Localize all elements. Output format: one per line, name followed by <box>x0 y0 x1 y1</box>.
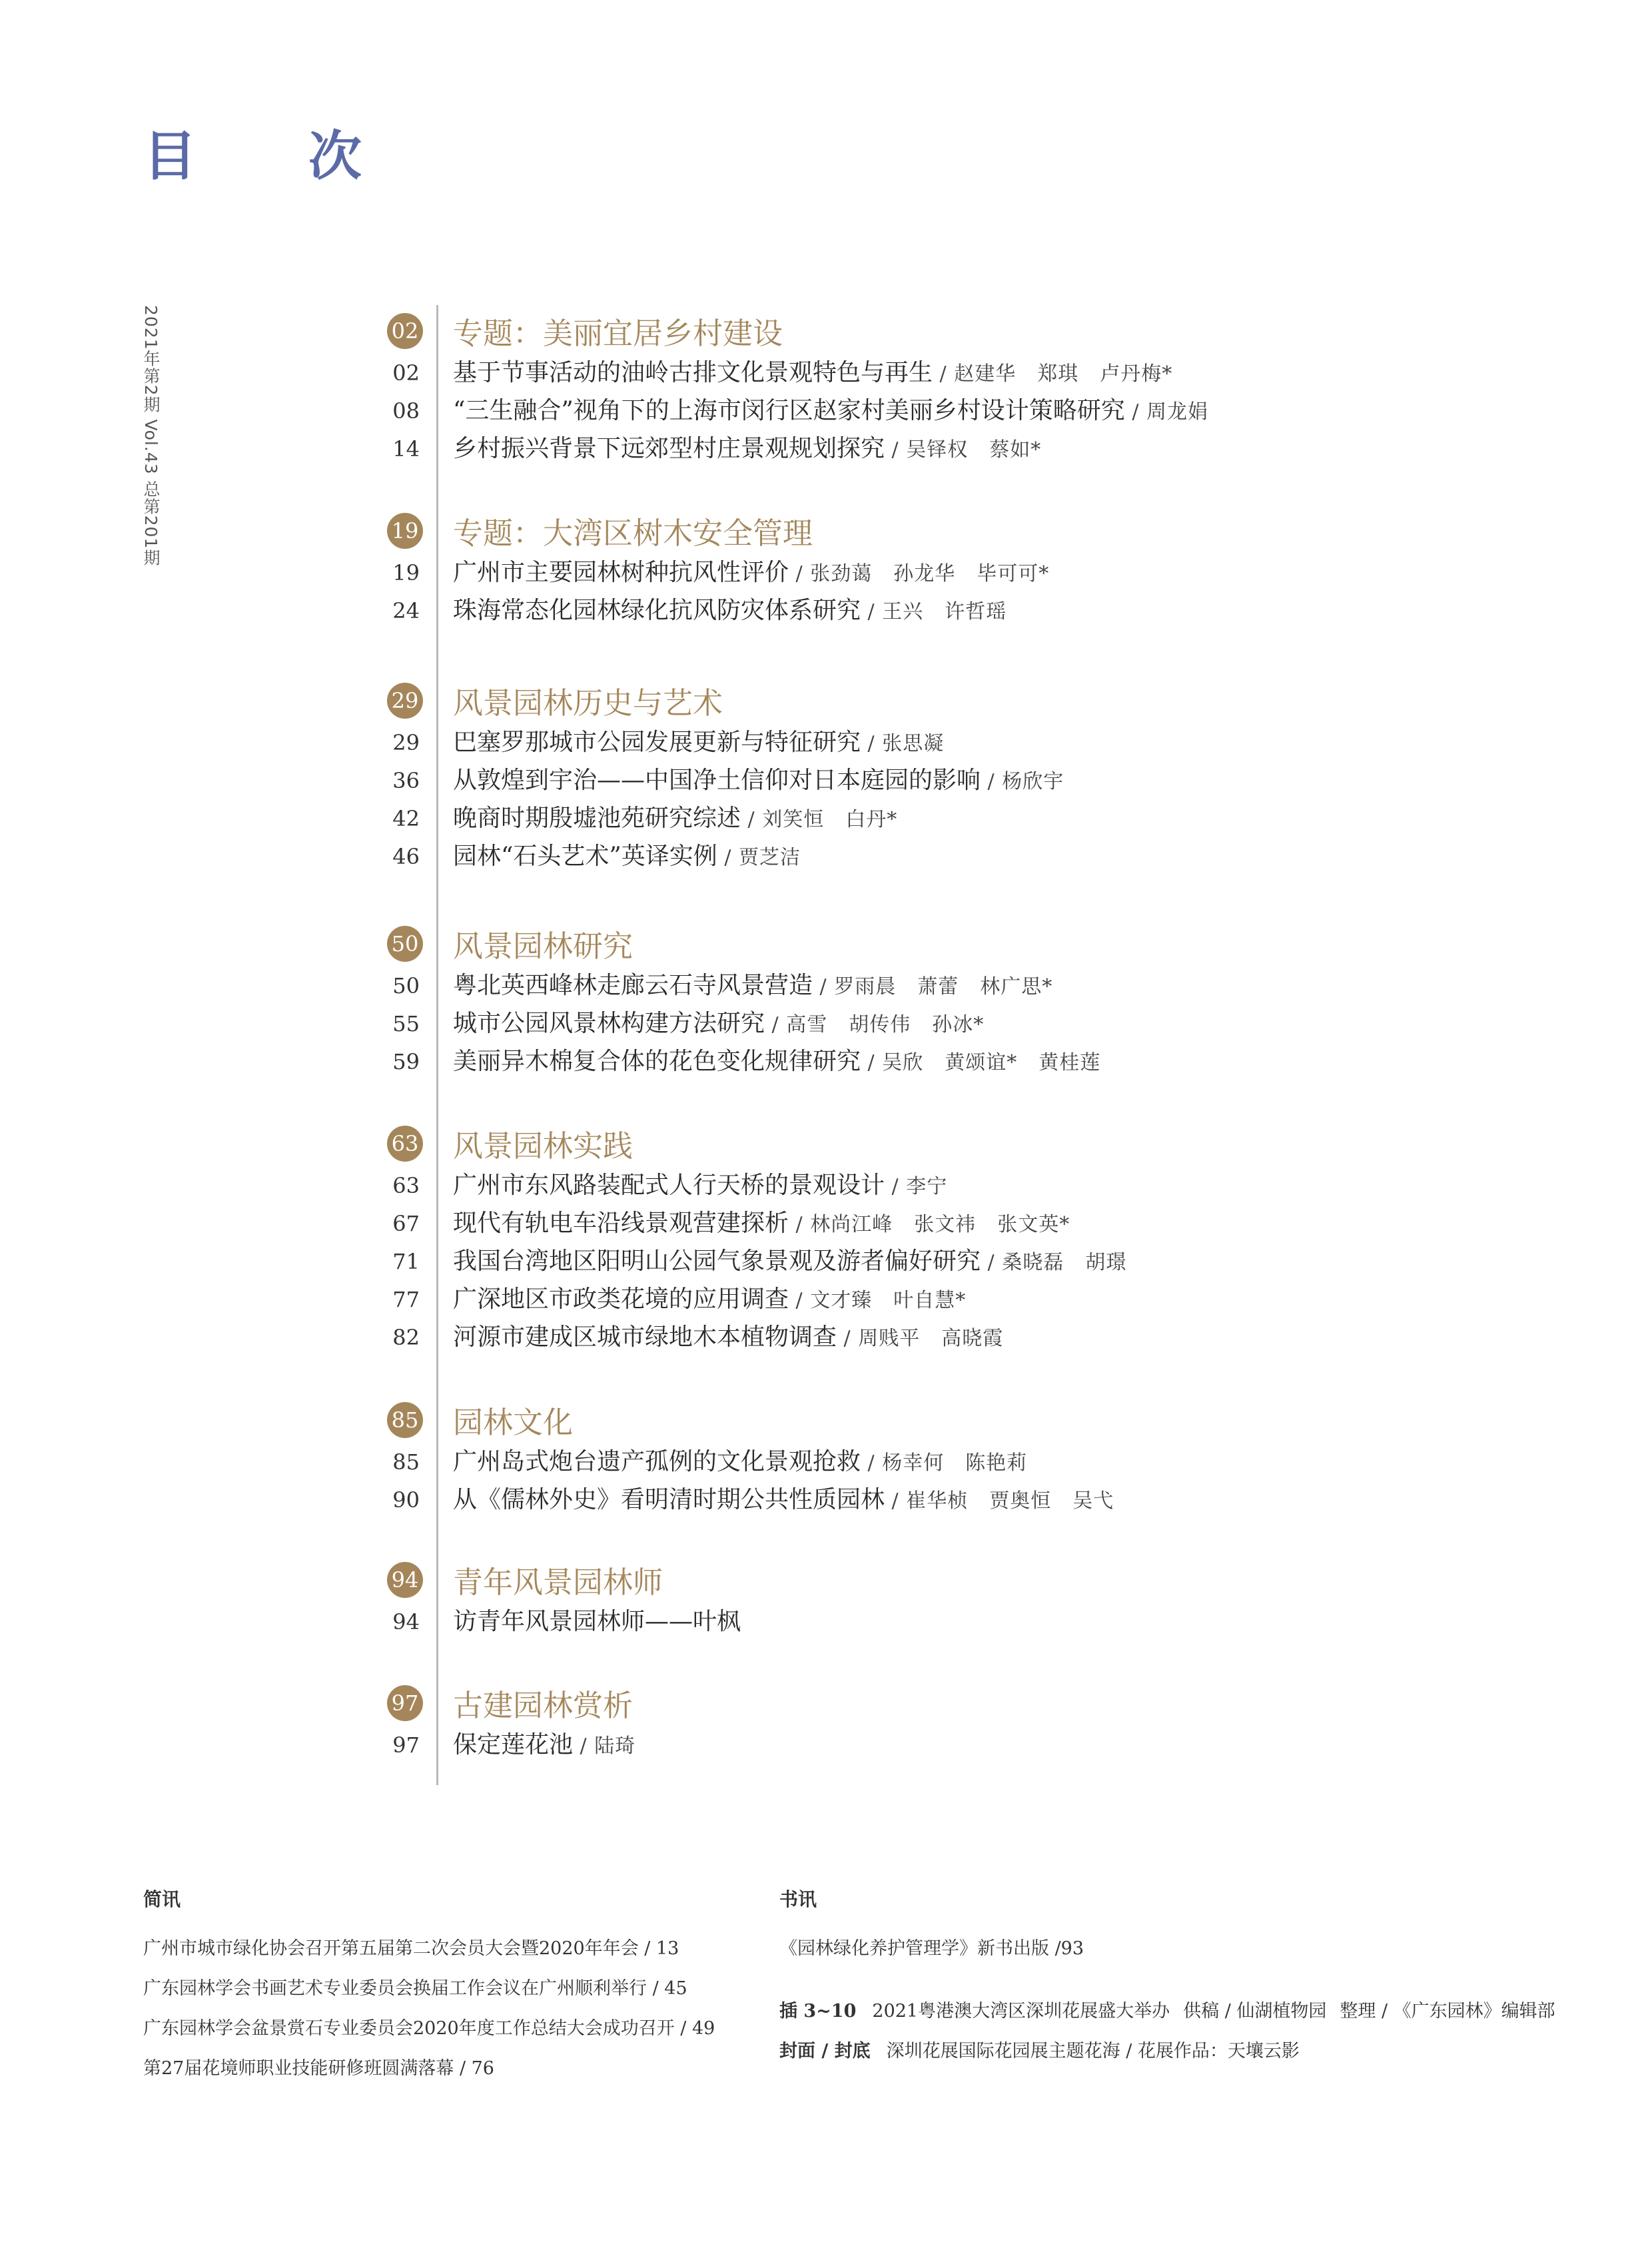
author-name: 胡璟 <box>1085 1251 1127 1274</box>
entry-title[interactable]: 美丽异木棉复合体的花色变化规律研究 <box>453 1048 861 1075</box>
entry-title[interactable]: 广州岛式炮台遗产孤例的文化景观抢救 <box>453 1448 861 1475</box>
entry-title[interactable]: 我国台湾地区阳明山公园气象景观及游者偏好研究 <box>453 1248 981 1275</box>
news-item[interactable]: 第27届花境师职业技能研修班圆满落幕 / 76 <box>143 2058 494 2079</box>
author-separator: / <box>789 1213 811 1236</box>
section-title[interactable]: 古建园林赏析 <box>453 1688 633 1723</box>
page-title: 目 次 <box>143 125 408 187</box>
section-page-badge[interactable]: 50 <box>387 926 423 962</box>
author-separator: / <box>861 600 883 623</box>
entry-page-number: 59 <box>392 1049 420 1074</box>
news-item[interactable]: 广东园林学会书画艺术专业委员会换届工作会议在广州顺利举行 / 45 <box>143 1978 687 1999</box>
author-name: 张劲蔼 <box>810 562 873 585</box>
entry-title[interactable]: 巴塞罗那城市公园发展更新与特征研究 <box>453 729 861 756</box>
author-name: 许哲瑶 <box>945 600 1007 623</box>
author-separator: / <box>837 1327 859 1350</box>
books-list <box>779 1929 1569 1969</box>
entry-authors <box>810 562 1049 585</box>
author-separator: / <box>981 1251 1003 1274</box>
author-separator: / <box>717 846 739 869</box>
author-name: 卢丹梅* <box>1100 362 1173 386</box>
entry-title[interactable]: 基于节事活动的油岭古排文化景观特色与再生 <box>453 359 933 386</box>
author-name: 陈艳莉 <box>965 1451 1028 1475</box>
entry-title[interactable]: 现代有轨电车沿线景观营建探析 <box>453 1210 789 1237</box>
entry-authors <box>906 1489 1114 1513</box>
section-title[interactable]: 风景园林历史与艺术 <box>453 685 723 721</box>
author-separator: / <box>741 808 763 831</box>
entry-title[interactable]: 城市公园风景林构建方法研究 <box>453 1010 765 1037</box>
author-name: 杨幸何 <box>882 1451 945 1475</box>
author-name: 张文祎 <box>914 1213 977 1236</box>
author-separator: / <box>885 438 907 462</box>
author-name: 孙龙华 <box>893 562 956 585</box>
author-name: 文才臻 <box>810 1289 873 1312</box>
author-name: 吴欣 <box>882 1051 924 1074</box>
author-name: 张文英* <box>997 1213 1070 1236</box>
author-name: 张思凝 <box>882 732 945 755</box>
news-item[interactable]: 广东园林学会盆景赏石专业委员会2020年度工作总结大会成功召开 / 49 <box>143 2018 715 2039</box>
entry-title[interactable]: 园林“石头艺术”英译实例 <box>453 843 717 870</box>
author-separator: / <box>1124 400 1146 424</box>
entry-page-number: 90 <box>392 1487 420 1513</box>
section-title[interactable]: 风景园林研究 <box>453 929 633 964</box>
entry-title[interactable]: 广州市东风路装配式人行天桥的景观设计 <box>453 1172 885 1199</box>
entry-title[interactable]: “三生融合”视角下的上海市闵行区赵家村美丽乡村设计策略研究 <box>453 397 1125 424</box>
entry-title[interactable]: 广深地区市政类花境的应用调查 <box>453 1286 789 1313</box>
books-heading: 书讯 <box>779 1888 817 1910</box>
author-separator: / <box>765 1013 787 1036</box>
author-name: 罗雨晨 <box>834 975 897 998</box>
entry-page-number: 14 <box>392 436 420 462</box>
entry-page-number: 82 <box>392 1325 420 1350</box>
entry-title[interactable]: 保定莲花池 <box>453 1731 574 1758</box>
author-name: 陆琦 <box>594 1734 636 1758</box>
entry-authors <box>954 362 1172 386</box>
section-title[interactable]: 专题：大湾区树木安全管理 <box>453 516 813 551</box>
author-separator: / <box>573 1734 595 1758</box>
book-news-item[interactable]: 《园林绿化养护管理学》新书出版 /93 <box>779 1938 1084 1959</box>
credit-text: 整理 / 《广东园林》编辑部 <box>1340 2001 1555 2022</box>
section-title[interactable]: 园林文化 <box>453 1405 574 1440</box>
section-page-badge[interactable]: 19 <box>387 513 423 549</box>
entry-title[interactable]: 访青年风景园林师——叶枫 <box>453 1608 741 1635</box>
entry-authors <box>882 600 1007 623</box>
entry-authors <box>762 808 897 831</box>
entry-authors <box>858 1327 1003 1350</box>
author-name: 贾芝洁 <box>739 846 801 869</box>
author-name: 桑晓磊 <box>1002 1251 1064 1274</box>
author-name: 周贱平 <box>858 1327 921 1350</box>
entry-authors <box>1146 400 1208 424</box>
section-page-badge[interactable]: 85 <box>387 1402 423 1438</box>
news-list <box>143 1929 715 2089</box>
author-name: 高晓霞 <box>941 1327 1004 1350</box>
section-page-badge[interactable]: 02 <box>387 313 423 349</box>
author-name: 杨欣宇 <box>1002 770 1064 793</box>
entry-page-number: 71 <box>392 1249 420 1274</box>
entry-authors <box>739 846 801 869</box>
entry-title[interactable]: 粤北英西峰林走廊云石寺风景营造 <box>453 972 813 999</box>
entry-authors <box>810 1213 1070 1236</box>
credit-label: 插 3~10 <box>779 2001 857 2022</box>
section-page-badge[interactable]: 63 <box>387 1126 423 1162</box>
entry-authors <box>882 1451 1027 1475</box>
section-page-badge[interactable]: 97 <box>387 1685 423 1721</box>
credit-line <box>779 1992 1569 2032</box>
credit-text: 深圳花展国际花园展主题花海 / 花展作品：天壤云影 <box>886 2041 1300 2061</box>
entry-authors <box>882 1051 1100 1074</box>
issue-info: 2021年第2期 Vol.43 总第201期 <box>141 305 161 567</box>
credit-line <box>779 2032 1569 2071</box>
author-separator: / <box>885 1489 907 1513</box>
section-page-badge[interactable]: 94 <box>387 1562 423 1598</box>
credit-label: 封面 / 封底 <box>779 2041 871 2061</box>
author-name: 崔华桢 <box>906 1489 969 1513</box>
entry-authors <box>786 1013 984 1036</box>
entry-page-number: 63 <box>392 1173 420 1198</box>
author-name: 郑琪 <box>1037 362 1079 386</box>
entry-authors <box>810 1289 966 1312</box>
entry-page-number: 55 <box>392 1011 420 1036</box>
author-name: 萧蕾 <box>917 975 959 998</box>
entry-authors <box>906 1175 947 1198</box>
author-name: 李宁 <box>906 1175 948 1198</box>
section-page-badge[interactable]: 29 <box>387 683 423 719</box>
entry-page-number: 08 <box>392 398 420 424</box>
entry-page-number: 36 <box>392 768 420 793</box>
news-item[interactable]: 广州市城市绿化协会召开第五届第二次会员大会暨2020年年会 / 13 <box>143 1938 679 1959</box>
toc-divider <box>436 305 438 1785</box>
entry-page-number: 42 <box>392 806 420 831</box>
entry-page-number: 97 <box>392 1732 420 1758</box>
entry-authors <box>834 975 1052 998</box>
author-name: 周龙娟 <box>1146 400 1208 424</box>
entry-page-number: 94 <box>392 1609 420 1635</box>
author-name: 白丹* <box>845 808 898 831</box>
author-name: 贾奥恒 <box>989 1489 1052 1513</box>
entry-title[interactable]: 乡村振兴背景下远郊型村庄景观规划探究 <box>453 435 885 462</box>
credit-text: 供稿 / 仙湖植物园 <box>1183 2001 1327 2022</box>
entry-page-number: 46 <box>392 844 420 869</box>
section-title[interactable]: 风景园林实践 <box>453 1128 633 1164</box>
author-name: 黄桂莲 <box>1038 1051 1101 1074</box>
entry-page-number: 50 <box>392 973 420 998</box>
entry-title[interactable]: 从敦煌到宇治——中国净土信仰对日本庭园的影响 <box>453 767 981 794</box>
entry-page-number: 19 <box>392 560 420 585</box>
section-title[interactable]: 青年风景园林师 <box>453 1565 663 1600</box>
author-separator: / <box>813 975 835 998</box>
author-name: 吴弋 <box>1072 1489 1114 1513</box>
author-name: 高雪 <box>786 1013 828 1036</box>
entry-page-number: 67 <box>392 1211 420 1236</box>
author-name: 黄颂谊* <box>945 1051 1018 1074</box>
author-name: 刘笑恒 <box>762 808 825 831</box>
author-name: 林广思* <box>980 975 1053 998</box>
author-separator: / <box>789 1289 811 1312</box>
news-column <box>143 1885 715 2089</box>
entry-page-number: 02 <box>392 360 420 386</box>
entry-page-number: 77 <box>392 1287 420 1312</box>
entry-title[interactable]: 从《儒林外史》看明清时期公共性质园林 <box>453 1486 885 1513</box>
entry-authors <box>594 1734 635 1758</box>
author-separator: / <box>861 732 883 755</box>
author-separator: / <box>861 1051 883 1074</box>
books-column <box>779 1885 1569 2071</box>
credits-list <box>779 1992 1569 2071</box>
author-separator: / <box>981 770 1003 793</box>
entry-page-number: 29 <box>392 730 420 755</box>
entry-authors <box>882 732 944 755</box>
entry-title[interactable]: 晚商时期殷墟池苑研究综述 <box>453 805 741 832</box>
entry-authors <box>906 438 1041 462</box>
entry-authors <box>1002 1251 1126 1274</box>
author-separator: / <box>885 1175 907 1198</box>
author-separator: / <box>789 562 811 585</box>
entry-page-number: 85 <box>392 1449 420 1475</box>
author-name: 叶自慧* <box>893 1289 967 1312</box>
entry-title[interactable]: 广州市主要园林树种抗风性评价 <box>453 559 789 586</box>
entry-title[interactable]: 珠海常态化园林绿化抗风防灾体系研究 <box>453 597 861 624</box>
author-name: 王兴 <box>882 600 924 623</box>
author-name: 吴铎权 <box>906 438 969 462</box>
news-heading: 简讯 <box>143 1888 181 1910</box>
section-title[interactable]: 专题：美丽宜居乡村建设 <box>453 316 783 351</box>
credit-text: 2021粤港澳大湾区深圳花展盛大举办 <box>872 2001 1170 2022</box>
author-name: 孙冰* <box>932 1013 985 1036</box>
entry-page-number: 24 <box>392 598 420 623</box>
entry-title[interactable]: 河源市建成区城市绿地木本植物调查 <box>453 1323 837 1351</box>
author-separator: / <box>861 1451 883 1475</box>
author-name: 赵建华 <box>954 362 1017 386</box>
author-name: 蔡如* <box>989 438 1042 462</box>
author-name: 林尚江峰 <box>810 1213 893 1236</box>
entry-authors <box>1002 770 1064 793</box>
author-name: 胡传伟 <box>849 1013 911 1036</box>
author-name: 毕可可* <box>977 562 1050 585</box>
author-separator: / <box>933 362 955 386</box>
